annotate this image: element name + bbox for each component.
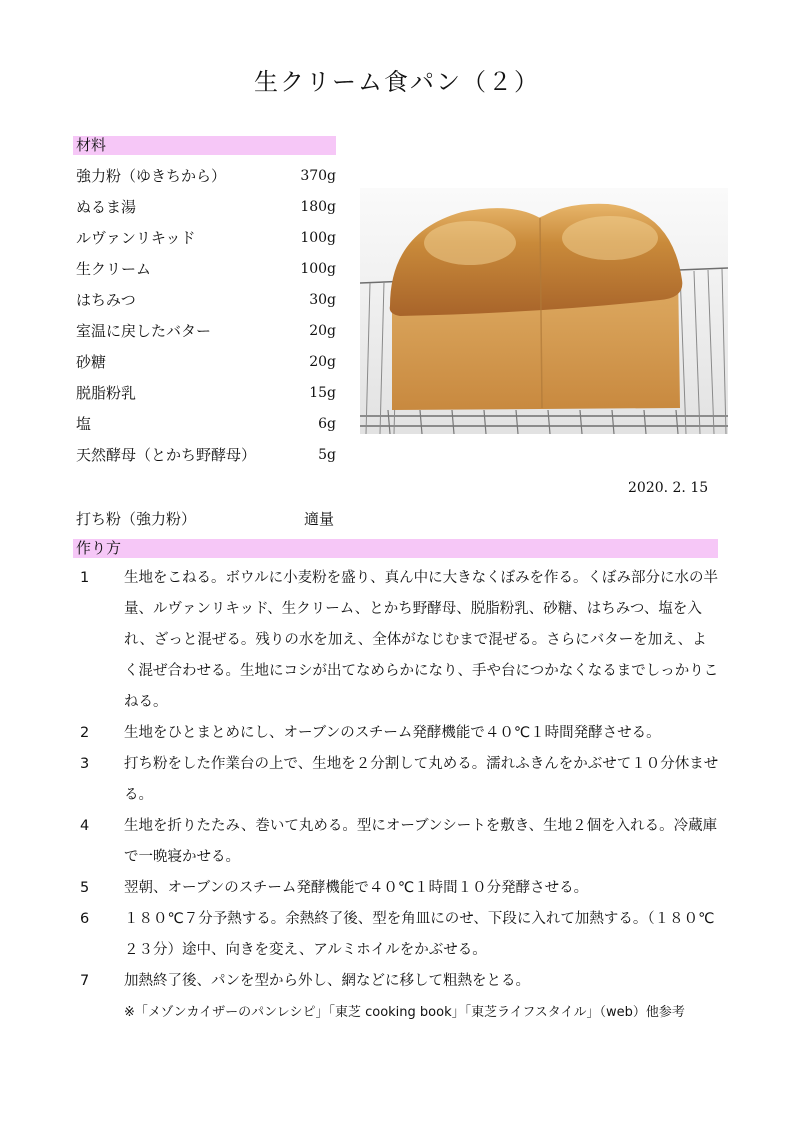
ingredient-row [76,443,336,467]
ingredient-row [76,164,336,188]
ingredient-amount: 100g [300,261,336,277]
ingredient-row [76,319,336,343]
step-text: 生地をこねる。ボウルに小麦粉を盛り、真ん中に大きなくぼみを作る。くぼみ部分に水の半量、ルヴァンリキッド、生クリーム、とかち野酵母、脱脂粉乳、砂糖、はちみつ、塩を入れ、ざっと混ぜる。残りの水を加え、全体がなじむまで混ぜる。さらにバターを加え、よく混ぜ合わせる。生地にコシが出てなめらかになり、手や台につかなくなるまでしっかりこねる。 [124,570,719,710]
ingredient-name: 天然酵母（とかち野酵母） [76,446,257,464]
ingredient-amount: 15g [309,385,336,401]
ingredient-amount: 30g [309,292,336,308]
dusting-name: 打ち粉（強力粉） [76,510,197,528]
dusting-flour-row [76,507,336,531]
method-step [76,966,721,997]
method-header: 作り方 [73,539,718,558]
method-step [76,718,721,749]
step-text: １８０℃７分予熱する。余熱終了後、型を角皿にのせ、下段に入れて加熱する。（１８０℃２３分）途中、向きを変え、アルミホイルをかぶせる。 [124,911,715,958]
ingredient-name: 強力粉（ゆきちから） [76,167,227,185]
step-text: 翌朝、オーブンのスチーム発酵機能で４０℃１時間１０分発酵させる。 [124,880,589,896]
ingredient-row [76,381,336,405]
ingredient-amount: 5g [318,447,336,463]
method-step [76,563,721,718]
ingredient-name: 砂糖 [76,353,107,371]
ingredients-header: 材料 [73,136,336,155]
step-number: 2 [80,725,90,741]
ingredient-row [76,288,336,312]
page-title: 生クリーム食パン（２） [254,68,540,96]
method-step [76,749,721,811]
method-step [76,904,721,966]
ingredient-amount: 20g [309,354,336,370]
step-number: 1 [80,570,90,586]
method-step [76,811,721,873]
ingredient-name: ルヴァンリキッド [76,229,196,247]
ingredient-name: 脱脂粉乳 [76,384,137,402]
ingredient-amount: 100g [300,230,336,246]
step-text: 加熱終了後、パンを型から外し、網などに移して粗熱をとる。 [124,973,530,989]
ingredient-name: はちみつ [76,291,136,309]
ingredient-row [76,195,336,219]
ingredient-amount: 6g [318,416,336,432]
bread-photo [360,188,728,434]
ingredient-amount: 370g [300,168,336,184]
ingredient-amount: 20g [309,323,336,339]
reference-note: ※「メゾンカイザーのパンレシピ」「東芝 cooking book」「東芝ライフスタイル」（web）他参考 [124,1005,685,1020]
step-text: 打ち粉をした作業台の上で、生地を２分割して丸める。濡れふきんをかぶせて１０分休ませる。 [124,756,719,803]
step-text: 生地をひとまとめにし、オーブンのスチーム発酵機能で４０℃１時間発酵させる。 [124,725,661,741]
step-number: 5 [80,880,90,896]
ingredient-row [76,412,336,436]
bread-illustration [360,188,728,434]
step-number: 7 [80,973,90,989]
step-number: 4 [80,818,90,834]
step-text: 生地を折りたたみ、巻いて丸める。型にオーブンシートを敷き、生地２個を入れる。冷蔵庫で一晩寝かせる。 [124,818,718,865]
ingredient-name: 生クリーム [76,260,152,278]
ingredient-row [76,350,336,374]
step-number: 6 [80,911,90,927]
ingredient-name: ぬるま湯 [76,198,137,216]
step-number: 3 [80,756,90,772]
ingredient-name: 室温に戻したバター [76,322,212,340]
ingredient-row [76,226,336,250]
dusting-amount: 適量 [304,510,335,528]
ingredient-row [76,257,336,281]
recipe-date: 2020. 2. 15 [628,480,709,496]
method-step [76,873,721,904]
ingredient-amount: 180g [300,199,336,215]
ingredient-name: 塩 [76,415,92,433]
